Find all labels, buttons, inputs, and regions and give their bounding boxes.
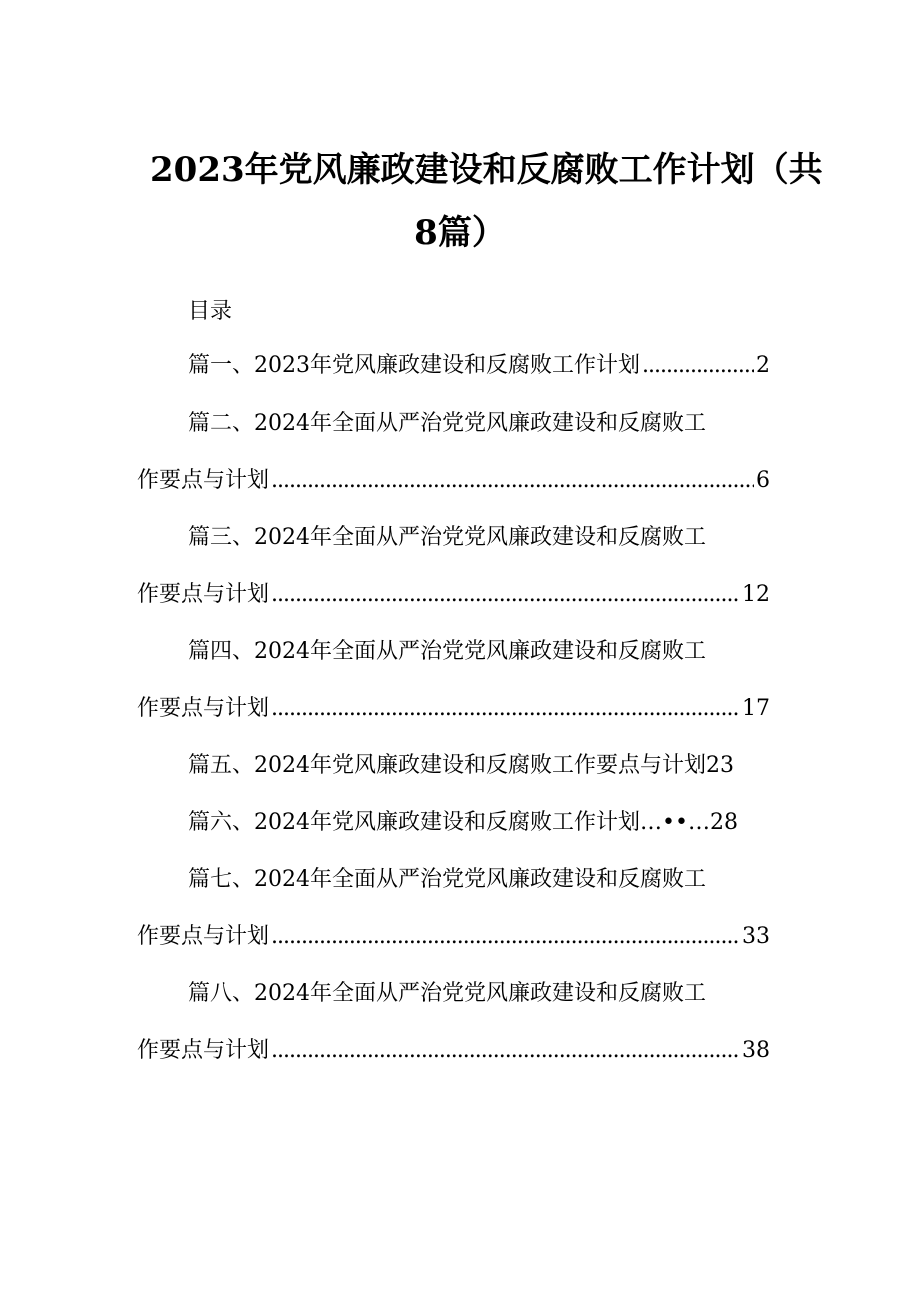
toc-entry-2-title-cont: 作要点与计划	[137, 468, 270, 493]
toc-entry-7-leader	[271, 919, 740, 955]
toc-entry-6-page: 28	[709, 810, 738, 835]
toc-entry-8-leader	[271, 1033, 740, 1069]
toc-entry-4-title-cont: 作要点与计划	[137, 696, 270, 721]
toc-entry-6-title: 篇六、2024年党风廉政建设和反腐败工作计划…••…	[188, 810, 710, 835]
toc-entry-4[interactable]	[188, 634, 706, 670]
toc-entry-8-page: 38	[742, 1038, 770, 1063]
toc-entry-5[interactable]	[188, 748, 734, 784]
toc-entry-4-leader	[271, 691, 740, 727]
toc-entry-2-leader	[271, 463, 754, 499]
toc-entry-2[interactable]	[188, 406, 706, 442]
toc-entry-1-title: 篇一、2023年党风廉政建设和反腐败工作计划	[188, 353, 640, 378]
toc-entry-5-title: 篇五、2024年党风廉政建设和反腐败工作要点与计划	[188, 753, 706, 778]
toc-entry-7[interactable]	[188, 862, 706, 898]
toc-entry-7-title: 篇七、2024年全面从严治党党风廉政建设和反腐败工	[188, 867, 706, 892]
document-title-line-2: 8篇）	[414, 213, 506, 253]
document-title-line-1: 2023年党风廉政建设和反腐败工作计划（共	[150, 150, 823, 190]
toc-entry-3-title: 篇三、2024年全面从严治党党风廉政建设和反腐败工	[188, 525, 706, 550]
toc-heading: 目录	[188, 299, 233, 324]
toc-entry-8-continuation[interactable]	[137, 1033, 770, 1069]
toc-entry-7-continuation[interactable]	[137, 919, 770, 955]
toc-entry-3[interactable]	[188, 520, 706, 556]
toc-entry-8[interactable]	[188, 976, 706, 1012]
toc-entry-1[interactable]	[188, 348, 770, 384]
toc-entry-7-page: 33	[742, 924, 770, 949]
toc-entry-7-title-cont: 作要点与计划	[137, 924, 270, 949]
toc-entry-8-title-cont: 作要点与计划	[137, 1038, 270, 1063]
toc-entry-8-title: 篇八、2024年全面从严治党党风廉政建设和反腐败工	[188, 981, 706, 1006]
toc-entry-2-page: 6	[756, 468, 770, 493]
toc-entry-3-leader	[271, 577, 740, 613]
toc-entry-2-continuation[interactable]	[137, 463, 770, 499]
toc-entry-4-title: 篇四、2024年全面从严治党党风廉政建设和反腐败工	[188, 639, 706, 664]
toc-entry-1-leader	[642, 348, 754, 384]
toc-entry-4-page: 17	[742, 696, 770, 721]
toc-entry-3-page: 12	[742, 582, 770, 607]
toc-entry-4-continuation[interactable]	[137, 691, 770, 727]
toc-entry-6[interactable]	[188, 805, 738, 841]
toc-entry-3-continuation[interactable]	[137, 577, 770, 613]
toc-entry-3-title-cont: 作要点与计划	[137, 582, 270, 607]
toc-entry-2-title: 篇二、2024年全面从严治党党风廉政建设和反腐败工	[188, 411, 706, 436]
toc-entry-1-page: 2	[756, 353, 770, 378]
toc-entry-5-page: 23	[706, 753, 734, 778]
